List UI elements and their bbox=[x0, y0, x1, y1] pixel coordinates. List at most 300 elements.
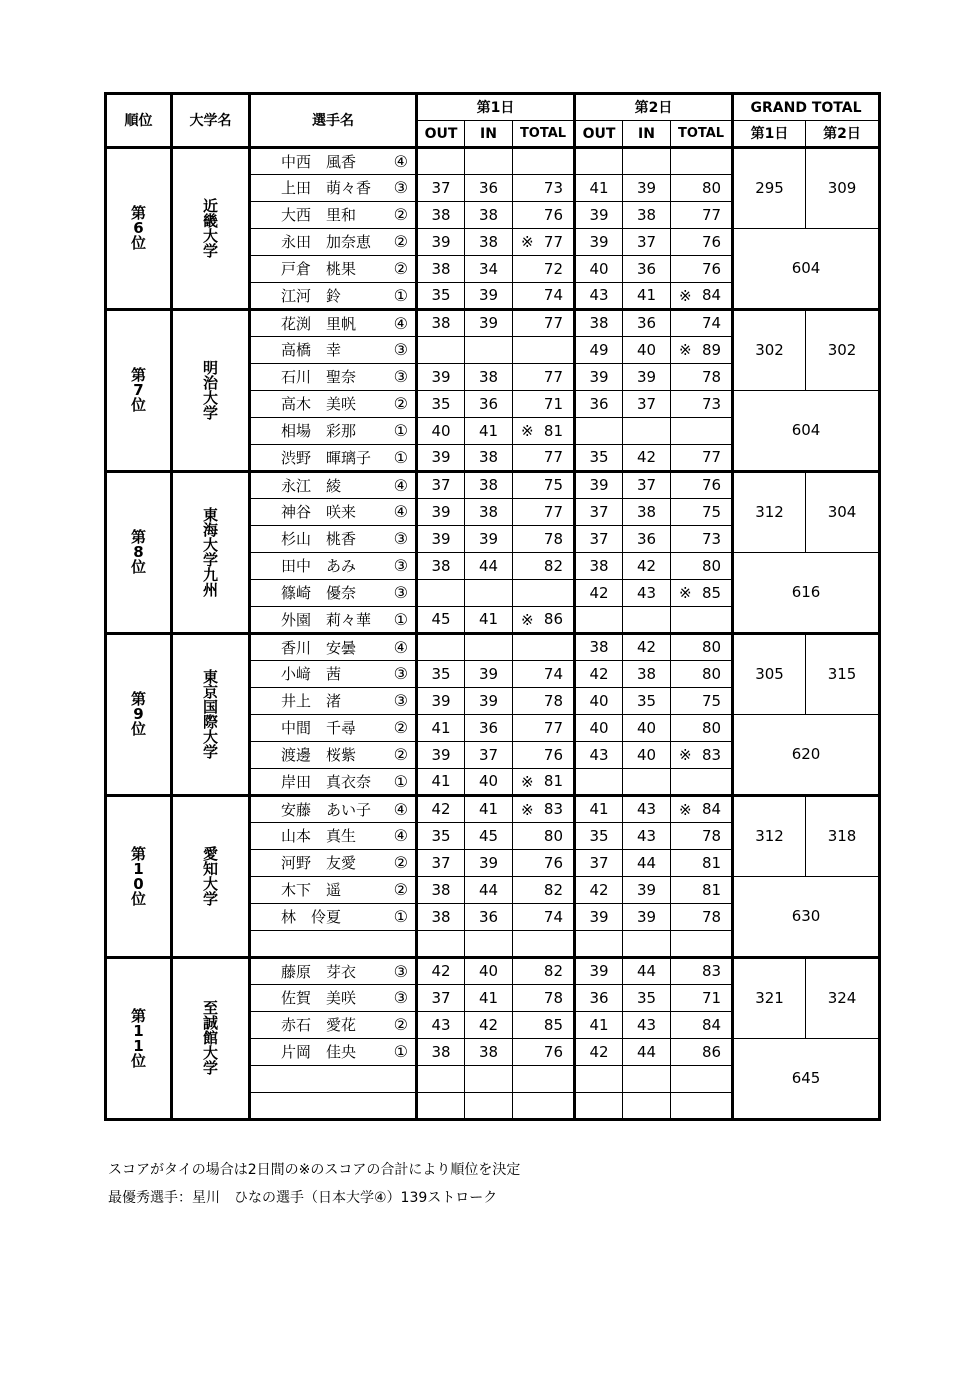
day2-total-cell bbox=[671, 688, 733, 715]
day1-total-cell bbox=[513, 256, 575, 283]
team-day2-total: 318 bbox=[806, 796, 880, 877]
player-grade: ② bbox=[393, 205, 408, 224]
team-day1-total: 312 bbox=[733, 796, 806, 877]
day2-total-cell bbox=[671, 337, 733, 364]
team-day2-total: 315 bbox=[806, 634, 880, 715]
player-name: 永江 綾 bbox=[281, 477, 342, 495]
day1-out-score: 37 bbox=[417, 472, 465, 499]
day1-out-score: 42 bbox=[417, 796, 465, 823]
player-name: 杉山 桃香 bbox=[281, 530, 357, 548]
day1-out-score: 45 bbox=[417, 607, 465, 634]
player-name: 林 伶夏 bbox=[281, 908, 342, 926]
university-char: 大 bbox=[202, 874, 218, 893]
day2-out-score: 40 bbox=[575, 688, 623, 715]
day1-out-score: 39 bbox=[417, 364, 465, 391]
team-grand-total: 604 bbox=[733, 391, 880, 472]
rank-char: 位 bbox=[130, 1051, 146, 1070]
day2-total-score: 81 bbox=[701, 853, 722, 872]
team-university bbox=[172, 796, 250, 958]
day2-total-score: 78 bbox=[701, 367, 722, 386]
player-grade: ④ bbox=[393, 826, 408, 845]
day2-total-cell bbox=[671, 310, 733, 337]
day2-total-cell bbox=[671, 877, 733, 904]
team-university bbox=[172, 634, 250, 796]
day1-out-score: 38 bbox=[417, 553, 465, 580]
team-university bbox=[172, 148, 250, 310]
rank-char: 位 bbox=[130, 234, 146, 252]
player-name: 渡邊 桜紫 bbox=[281, 746, 357, 764]
day1-in-score bbox=[465, 337, 513, 364]
university-char: 際 bbox=[202, 712, 218, 731]
rank-char: 第 bbox=[130, 204, 146, 222]
university-char: 至 bbox=[202, 999, 218, 1017]
player-grade: ② bbox=[393, 880, 408, 899]
day2-in-score: 42 bbox=[623, 634, 671, 661]
player-grade: ① bbox=[393, 610, 408, 629]
day2-total-cell bbox=[671, 526, 733, 553]
player-name: 石川 聖奈 bbox=[281, 368, 357, 386]
day2-total-cell bbox=[671, 958, 733, 985]
player-name: 中西 風香 bbox=[281, 153, 357, 171]
day1-total-score: 77 bbox=[543, 502, 564, 521]
university-char: 学 bbox=[202, 403, 218, 422]
table-header bbox=[106, 94, 880, 148]
day1-in-score: 41 bbox=[465, 796, 513, 823]
header-day2-total: TOTAL bbox=[671, 121, 733, 148]
player-cell bbox=[250, 418, 417, 445]
day2-out-score bbox=[575, 148, 623, 175]
day2-total-score: 84 bbox=[701, 286, 722, 304]
university-char: 九 bbox=[202, 565, 218, 584]
university-char: 治 bbox=[202, 373, 218, 392]
day2-total-score: 80 bbox=[701, 718, 722, 737]
rank-char: 位 bbox=[130, 558, 146, 576]
day2-total-score: 80 bbox=[701, 178, 722, 197]
day1-total-cell bbox=[513, 823, 575, 850]
day2-out-score: 43 bbox=[575, 742, 623, 769]
day1-out-score: 38 bbox=[417, 877, 465, 904]
day2-out-score: 37 bbox=[575, 499, 623, 526]
day2-in-score bbox=[623, 148, 671, 175]
rank-char: 1 bbox=[133, 1036, 144, 1055]
player-cell bbox=[250, 148, 417, 175]
counted-score-mark: ※ bbox=[521, 422, 534, 440]
day2-total-cell bbox=[671, 553, 733, 580]
day2-in-score bbox=[623, 418, 671, 445]
day2-total-score: 75 bbox=[701, 691, 722, 710]
player-name: 花渕 里帆 bbox=[281, 315, 357, 333]
day1-total-score: 82 bbox=[543, 556, 564, 575]
day1-total-score: 76 bbox=[543, 205, 564, 224]
day2-total-cell bbox=[671, 256, 733, 283]
day2-in-score: 40 bbox=[623, 715, 671, 742]
day1-out-score bbox=[417, 1093, 465, 1120]
university-char: 館 bbox=[202, 1029, 218, 1047]
day1-in-score: 38 bbox=[465, 364, 513, 391]
header-gt-day1: 第1日 bbox=[733, 121, 806, 148]
rank-char: 1 bbox=[133, 1021, 144, 1040]
day1-out-score: 35 bbox=[417, 661, 465, 688]
day1-total-cell bbox=[513, 1012, 575, 1039]
rank-char: 1 bbox=[133, 859, 144, 878]
day1-in-score: 44 bbox=[465, 553, 513, 580]
day2-in-score: 38 bbox=[623, 202, 671, 229]
day1-in-score bbox=[465, 580, 513, 607]
day1-total-score: 74 bbox=[543, 907, 564, 926]
day2-in-score bbox=[623, 1066, 671, 1093]
day1-in-score: 36 bbox=[465, 904, 513, 931]
team-day1-total: 312 bbox=[733, 472, 806, 553]
day1-out-score: 40 bbox=[417, 418, 465, 445]
player-cell bbox=[250, 823, 417, 850]
day2-total-cell bbox=[671, 580, 733, 607]
day2-total-cell bbox=[671, 607, 733, 634]
player-grade: ④ bbox=[393, 476, 408, 495]
day1-total-cell bbox=[513, 904, 575, 931]
player-cell bbox=[250, 1039, 417, 1066]
day2-in-score: 36 bbox=[623, 310, 671, 337]
day2-in-score: 43 bbox=[623, 796, 671, 823]
team-day1-total: 321 bbox=[733, 958, 806, 1039]
day1-in-score: 38 bbox=[465, 1039, 513, 1066]
day1-total-cell bbox=[513, 337, 575, 364]
day2-total-score: 81 bbox=[701, 880, 722, 899]
day2-total-score: 77 bbox=[701, 448, 722, 466]
university-char: 大 bbox=[202, 727, 218, 746]
day1-total-cell bbox=[513, 634, 575, 661]
team-university bbox=[172, 958, 250, 1120]
day1-total-score: 78 bbox=[543, 529, 564, 548]
player-grade: ② bbox=[393, 853, 408, 872]
best-player-note: 最優秀選手：星川 ひなの選手（日本大学④）139ストローク bbox=[108, 1190, 498, 1206]
table-row bbox=[106, 796, 880, 823]
counted-score-mark: ※ bbox=[521, 611, 534, 629]
player-cell bbox=[250, 1093, 417, 1120]
table-row bbox=[106, 310, 880, 337]
rank-char: 第 bbox=[130, 844, 146, 863]
day1-in-score: 40 bbox=[465, 958, 513, 985]
player-cell bbox=[250, 553, 417, 580]
day1-total-score: 81 bbox=[543, 772, 564, 790]
player-cell bbox=[250, 364, 417, 391]
player-grade: ③ bbox=[393, 664, 408, 683]
day2-in-score: 35 bbox=[623, 985, 671, 1012]
day1-total-cell bbox=[513, 364, 575, 391]
team-day1-total: 305 bbox=[733, 634, 806, 715]
player-cell bbox=[250, 877, 417, 904]
day2-out-score: 39 bbox=[575, 202, 623, 229]
day2-in-score: 43 bbox=[623, 580, 671, 607]
day2-in-score bbox=[623, 1093, 671, 1120]
player-cell bbox=[250, 256, 417, 283]
table-row bbox=[106, 472, 880, 499]
player-name: 篠崎 優奈 bbox=[281, 584, 357, 602]
header-day2-in: IN bbox=[623, 121, 671, 148]
day2-out-score: 42 bbox=[575, 580, 623, 607]
day1-in-score: 38 bbox=[465, 472, 513, 499]
day2-total-cell bbox=[671, 985, 733, 1012]
day2-in-score: 43 bbox=[623, 1012, 671, 1039]
header-player: 選手名 bbox=[250, 94, 417, 148]
day2-out-score bbox=[575, 1093, 623, 1120]
player-name: 中間 千尋 bbox=[281, 719, 357, 737]
day1-out-score: 38 bbox=[417, 202, 465, 229]
day2-in-score: 38 bbox=[623, 499, 671, 526]
day2-out-score: 42 bbox=[575, 877, 623, 904]
day1-total-cell bbox=[513, 877, 575, 904]
day1-in-score: 36 bbox=[465, 391, 513, 418]
day2-in-score: 38 bbox=[623, 661, 671, 688]
header-day1: 第1日 bbox=[417, 94, 575, 121]
day1-in-score: 37 bbox=[465, 742, 513, 769]
university-char: 畿 bbox=[202, 211, 218, 230]
day2-total-cell bbox=[671, 472, 733, 499]
team-rank bbox=[106, 958, 172, 1120]
day2-total-score: 89 bbox=[701, 340, 722, 359]
day2-out-score bbox=[575, 607, 623, 634]
university-char: 大 bbox=[202, 388, 218, 407]
day2-total-cell bbox=[671, 229, 733, 256]
day2-total-score: 80 bbox=[701, 664, 722, 683]
day2-total-cell bbox=[671, 796, 733, 823]
team-day1-total: 295 bbox=[733, 148, 806, 229]
player-grade: ① bbox=[393, 286, 408, 305]
player-name: 神谷 咲来 bbox=[281, 503, 357, 521]
day2-total-score: 84 bbox=[701, 800, 722, 818]
day1-out-score bbox=[417, 634, 465, 661]
header-grand-total: GRAND TOTAL bbox=[733, 94, 880, 121]
day2-total-cell bbox=[671, 202, 733, 229]
day2-in-score: 39 bbox=[623, 877, 671, 904]
header-day1-in: IN bbox=[465, 121, 513, 148]
player-cell bbox=[250, 742, 417, 769]
player-name: 赤石 愛花 bbox=[281, 1016, 357, 1034]
player-name: 河野 友愛 bbox=[281, 854, 357, 872]
player-cell bbox=[250, 202, 417, 229]
day1-out-score: 39 bbox=[417, 445, 465, 472]
player-grade: ① bbox=[393, 1042, 408, 1061]
player-cell bbox=[250, 229, 417, 256]
player-grade: ① bbox=[393, 907, 408, 926]
day1-total-cell bbox=[513, 715, 575, 742]
day2-total-score: 78 bbox=[701, 907, 722, 926]
day1-total-cell bbox=[513, 175, 575, 202]
team-university bbox=[172, 310, 250, 472]
player-name: 江河 鈴 bbox=[281, 287, 342, 305]
results-table bbox=[104, 92, 881, 1121]
player-name: 高橋 幸 bbox=[281, 341, 342, 359]
player-name: 安藤 あい子 bbox=[281, 801, 372, 819]
day1-out-score: 38 bbox=[417, 904, 465, 931]
player-cell bbox=[250, 607, 417, 634]
player-grade: ④ bbox=[393, 152, 408, 171]
day2-total-score: 73 bbox=[701, 394, 722, 413]
day1-in-score: 38 bbox=[465, 499, 513, 526]
day2-in-score bbox=[623, 769, 671, 796]
day2-in-score: 44 bbox=[623, 958, 671, 985]
team-rank bbox=[106, 310, 172, 472]
team-grand-total: 604 bbox=[733, 229, 880, 310]
header-day1-total: TOTAL bbox=[513, 121, 575, 148]
day2-out-score: 39 bbox=[575, 229, 623, 256]
day2-out-score bbox=[575, 931, 623, 958]
day2-total-cell bbox=[671, 715, 733, 742]
day1-in-score bbox=[465, 931, 513, 958]
day2-in-score: 41 bbox=[623, 283, 671, 310]
player-grade: ② bbox=[393, 745, 408, 764]
team-grand-total: 616 bbox=[733, 553, 880, 634]
day1-out-score bbox=[417, 1066, 465, 1093]
day2-total-cell bbox=[671, 283, 733, 310]
player-name: 外園 莉々華 bbox=[281, 611, 372, 629]
day2-in-score bbox=[623, 931, 671, 958]
day2-total-score: 80 bbox=[701, 638, 722, 656]
university-char: 大 bbox=[202, 226, 218, 245]
player-grade: ③ bbox=[393, 691, 408, 710]
team-grand-total: 630 bbox=[733, 877, 880, 958]
table-row bbox=[106, 634, 880, 661]
day2-in-score: 37 bbox=[623, 391, 671, 418]
day2-total-cell bbox=[671, 1093, 733, 1120]
player-cell bbox=[250, 175, 417, 202]
day1-in-score: 39 bbox=[465, 283, 513, 310]
player-cell bbox=[250, 1066, 417, 1093]
player-grade: ④ bbox=[393, 314, 408, 333]
day1-total-cell bbox=[513, 850, 575, 877]
day2-total-score: 76 bbox=[701, 259, 722, 278]
day2-out-score: 38 bbox=[575, 553, 623, 580]
day1-out-score: 35 bbox=[417, 283, 465, 310]
day1-out-score bbox=[417, 337, 465, 364]
day2-total-cell bbox=[671, 661, 733, 688]
day1-out-score: 39 bbox=[417, 688, 465, 715]
header-university: 大学名 bbox=[172, 94, 250, 148]
player-name: 永田 加奈恵 bbox=[281, 233, 372, 251]
day1-in-score: 41 bbox=[465, 985, 513, 1012]
day2-out-score: 40 bbox=[575, 256, 623, 283]
day2-out-score: 35 bbox=[575, 823, 623, 850]
day2-in-score: 36 bbox=[623, 256, 671, 283]
player-cell bbox=[250, 931, 417, 958]
counted-score-mark: ※ bbox=[679, 287, 692, 305]
day2-total-cell bbox=[671, 1039, 733, 1066]
university-char: 近 bbox=[202, 196, 218, 215]
player-cell bbox=[250, 472, 417, 499]
day1-out-score: 37 bbox=[417, 175, 465, 202]
day1-out-score: 39 bbox=[417, 499, 465, 526]
rank-char: 第 bbox=[130, 1006, 146, 1025]
day1-out-score: 35 bbox=[417, 823, 465, 850]
day2-total-score: 75 bbox=[701, 502, 722, 521]
day1-total-score: 76 bbox=[543, 853, 564, 872]
day2-total-score: 78 bbox=[701, 826, 722, 845]
day2-total-cell bbox=[671, 931, 733, 958]
day2-in-score: 42 bbox=[623, 553, 671, 580]
player-grade: ① bbox=[393, 772, 408, 791]
university-char: 東 bbox=[202, 505, 218, 524]
header-day2: 第2日 bbox=[575, 94, 733, 121]
day2-in-score bbox=[623, 607, 671, 634]
day1-out-score: 41 bbox=[417, 769, 465, 796]
day1-in-score: 38 bbox=[465, 229, 513, 256]
rank-char: 第 bbox=[130, 690, 146, 708]
player-name: 木下 遥 bbox=[281, 881, 342, 899]
player-name: 相場 彩那 bbox=[281, 422, 357, 440]
university-char: 学 bbox=[202, 1059, 218, 1077]
day1-out-score: 43 bbox=[417, 1012, 465, 1039]
player-grade: ② bbox=[393, 1015, 408, 1034]
day2-total-cell bbox=[671, 391, 733, 418]
team-day2-total: 324 bbox=[806, 958, 880, 1039]
day1-in-score: 44 bbox=[465, 877, 513, 904]
day2-out-score: 36 bbox=[575, 985, 623, 1012]
day1-total-score: 77 bbox=[543, 232, 564, 251]
player-grade: ② bbox=[393, 259, 408, 278]
day2-in-score: 40 bbox=[623, 742, 671, 769]
player-name: 田中 あみ bbox=[281, 557, 357, 575]
day1-out-score: 38 bbox=[417, 1039, 465, 1066]
day1-total-cell bbox=[513, 499, 575, 526]
day1-total-cell bbox=[513, 391, 575, 418]
day1-out-score bbox=[417, 580, 465, 607]
day1-out-score: 35 bbox=[417, 391, 465, 418]
player-name: 藤原 芽衣 bbox=[281, 963, 357, 981]
day1-in-score: 39 bbox=[465, 310, 513, 337]
day1-in-score bbox=[465, 634, 513, 661]
day1-total-score: 75 bbox=[543, 476, 564, 494]
day2-total-cell bbox=[671, 1066, 733, 1093]
player-cell bbox=[250, 715, 417, 742]
university-char: 東 bbox=[202, 667, 218, 686]
day2-total-score: 76 bbox=[701, 232, 722, 251]
day1-total-score: 86 bbox=[543, 610, 564, 628]
counted-score-mark: ※ bbox=[521, 233, 534, 251]
day2-total-cell bbox=[671, 364, 733, 391]
player-grade: ③ bbox=[393, 340, 408, 359]
day2-out-score: 39 bbox=[575, 958, 623, 985]
day1-in-score: 38 bbox=[465, 445, 513, 472]
day1-total-cell bbox=[513, 769, 575, 796]
day1-in-score: 42 bbox=[465, 1012, 513, 1039]
day2-out-score: 41 bbox=[575, 796, 623, 823]
player-name: 佐賀 美咲 bbox=[281, 989, 357, 1007]
day2-total-cell bbox=[671, 850, 733, 877]
rank-char: 9 bbox=[133, 705, 144, 723]
day1-in-score: 34 bbox=[465, 256, 513, 283]
day1-total-cell bbox=[513, 553, 575, 580]
player-grade: ① bbox=[393, 421, 408, 440]
day1-total-score: 77 bbox=[543, 367, 564, 386]
day1-total-score: 77 bbox=[543, 448, 564, 466]
player-cell bbox=[250, 526, 417, 553]
team-university bbox=[172, 472, 250, 634]
day1-in-score: 40 bbox=[465, 769, 513, 796]
player-name: 渋野 暉璃子 bbox=[281, 449, 372, 467]
day2-total-score: 83 bbox=[701, 962, 722, 980]
day2-in-score: 39 bbox=[623, 175, 671, 202]
day1-in-score: 39 bbox=[465, 526, 513, 553]
header-gt-day2: 第2日 bbox=[806, 121, 880, 148]
day1-total-cell bbox=[513, 202, 575, 229]
day1-total-score: 74 bbox=[543, 286, 564, 304]
day1-total-cell bbox=[513, 796, 575, 823]
day1-total-cell bbox=[513, 958, 575, 985]
player-cell bbox=[250, 796, 417, 823]
team-day1-total: 302 bbox=[733, 310, 806, 391]
day1-total-cell bbox=[513, 1066, 575, 1093]
player-cell bbox=[250, 769, 417, 796]
day1-in-score: 45 bbox=[465, 823, 513, 850]
